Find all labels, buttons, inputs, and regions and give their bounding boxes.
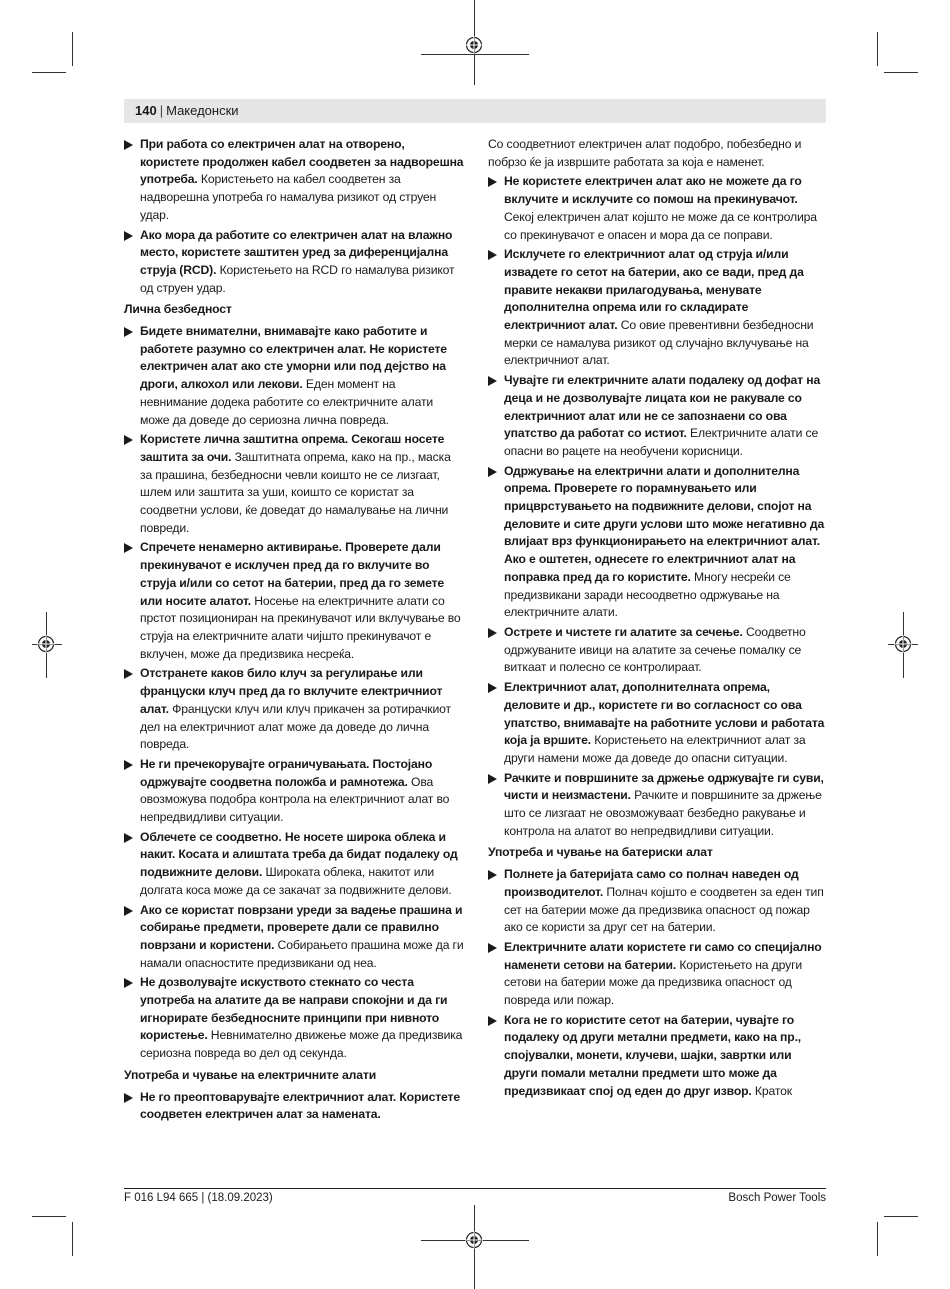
list-item <box>124 1089 464 1124</box>
bullet-arrow-icon <box>124 1093 133 1103</box>
crop-mark <box>32 1216 66 1217</box>
bullet-arrow-icon <box>488 943 497 953</box>
header-separator: | <box>159 103 164 118</box>
item-text: Невнимателно движење може да предизвика сериозна повреда во дел од секунда. <box>140 1028 463 1061</box>
bullet-arrow-icon <box>124 543 133 553</box>
bullet-arrow-icon <box>124 231 133 241</box>
bullet-arrow-icon <box>488 376 497 386</box>
item-text: Користењето на други сетови на батерии може да предизвика опасност од повреда или пожар. <box>504 957 803 1008</box>
list-item <box>488 372 828 461</box>
item-bold-text: Облечете се соодветно. Не носете широка облека и накит. Косата и алиштата треба да бидат подалеку од подвижните делови. <box>140 829 458 880</box>
crop-mark <box>72 32 73 66</box>
item-bold-text: Спречете ненамерно активирање. Проверете дали прекинувачот е исклучен пред да го вклучите во струја и/или со сетот на батерии, пред да го земете или носите алатот. <box>140 540 445 608</box>
battery-tool-list <box>488 866 828 1100</box>
list-item <box>488 1012 828 1101</box>
item-text: Ова овозможува подобра контрола на електричниот алат во непредвидливи ситуации. <box>140 774 450 825</box>
section-heading-personal-safety: Лична безбедност <box>124 302 232 317</box>
item-bold-text: Полнете ја батеријата само со полнач наведен од производителот. <box>504 867 799 899</box>
item-bold-text: Острете и чистете ги алатите за сечење. <box>504 624 743 639</box>
registration-mark-icon <box>37 635 55 653</box>
list-item <box>124 136 464 225</box>
item-bold-text: Не ги пречекорувајте ограничувањата. Постојано одржувајте соодветна положба и рамнотежа. <box>140 756 433 789</box>
item-text: Француски клуч или клуч прикачен за ротирачкиот дел на електричниот алат може да доведе до лична повреда. <box>140 701 451 752</box>
tool-use-list-continued <box>488 173 828 840</box>
item-text: Еден момент на невнимание додека работите со електричните алати може да доведе до сериозна лична повреда. <box>140 377 434 427</box>
list-item <box>124 974 464 1063</box>
list-item <box>124 829 464 900</box>
section-heading-tool-use: Употреба и чување на електричните алати <box>124 1067 377 1082</box>
item-text: Многу несреќи се предизвикани заради несоодветно одржување на електричните алати. <box>504 569 791 620</box>
item-text: Носење на електричните алати со прстот позициониран на прекинувачот или вклучување во струја на електричните алати чијшто прекинувачот е вклучен, може да предизвика несреќа. <box>140 593 461 661</box>
item-bold-text: Користете лична заштитна опрема. Секогаш носете заштита за очи. <box>140 432 445 464</box>
list-item <box>488 939 828 1010</box>
item-bold-text: Кога не го користите сетот на батерии, чувајте го подалеку од други метални предмети, како на пр., спојувалки, монети, клучеви, шајки, завртки или други помали метални предмети што може да предизвикаат спој од еден до друг извор. <box>504 1012 802 1098</box>
list-item <box>488 463 828 622</box>
item-bold-text: Рачките и површините за држење одржувајте ги суви, чисти и неизмастени. <box>504 770 824 803</box>
item-text: Собирањето прашина може да ги намали опасностите предизвикани од неа. <box>140 937 464 970</box>
item-text: Соодветно одржуваните ивици на алатите за сечење помалку се виткаат и полесно се контролираат. <box>504 624 806 675</box>
bullet-arrow-icon <box>488 683 497 693</box>
bullet-arrow-icon <box>488 177 497 187</box>
footer-doc-id: F 016 L94 665 | (18.09.2023) <box>124 1192 273 1204</box>
item-text: Рачките и површините за држење што се лизгаат не овозможуваат безбедно ракување и контрола на алатот во непредвидливи ситуации. <box>504 788 822 838</box>
bullet-arrow-icon <box>124 760 133 770</box>
item-text: Секој електричен алат којшто не може да се контролира со прекинувачот е опасен и мора да се поправи. <box>504 209 817 242</box>
bullet-arrow-icon <box>488 1016 497 1026</box>
item-text: Користењето на кабел соодветен за надворешна употреба го намалува ризикот од струен удар. <box>140 172 437 222</box>
item-bold-text: Не го преоптоварувајте електричниот алат. Користете соодветен електричен алат за намената. <box>140 1089 460 1122</box>
item-text: Краток <box>751 1083 792 1098</box>
crop-mark <box>884 1216 918 1217</box>
footer-rule <box>124 1188 826 1189</box>
list-item <box>124 227 464 298</box>
list-item <box>488 770 828 841</box>
crop-mark <box>72 1222 73 1256</box>
item-text: Широката облека, накитот или долгата коса може да се закачат за подвижните делови. <box>140 865 452 897</box>
list-item <box>124 665 464 754</box>
personal-safety-list <box>124 323 464 1063</box>
crop-mark <box>421 54 529 55</box>
crop-mark <box>877 1222 878 1256</box>
registration-mark-icon <box>465 36 483 54</box>
list-item <box>124 323 464 429</box>
list-item <box>124 756 464 827</box>
item-text: Користењето на електричниот алат за други намени може да доведе до опасни ситуации. <box>504 733 806 765</box>
item-text: Заштитната опрема, како на пр., маска за прашина, безбедносни чевли коишто не се лизгаат, шлем или заштита за уши, коишто се користат за соодветни услови, ќе доведат до намалување на лични повреди. <box>140 449 451 535</box>
list-item <box>124 431 464 537</box>
bullet-arrow-icon <box>488 467 497 477</box>
continuation-text: Со соодветниот електричен алат подобро, побезбедно и побрзо ќе ја извршите работата за која е наменет. <box>488 137 802 169</box>
registration-mark-icon <box>465 1231 483 1249</box>
registration-mark-icon <box>894 635 912 653</box>
right-column <box>488 136 828 1102</box>
bullet-arrow-icon <box>488 774 497 784</box>
intro-list <box>124 136 464 297</box>
bullet-arrow-icon <box>124 906 133 916</box>
list-item <box>488 173 828 244</box>
bullet-arrow-icon <box>124 669 133 679</box>
crop-mark <box>877 32 878 66</box>
item-text: Користењето на RCD го намалува ризикот од струен удар. <box>140 262 455 295</box>
item-bold-text: Бидете внимателни, внимавајте како работите и работете разумно со електричен алат. Не користете електричен алат ако сте уморни или под дејство на дроги, алкохол или лекови. <box>140 324 447 392</box>
bullet-arrow-icon <box>488 628 497 638</box>
bullet-arrow-icon <box>124 833 133 843</box>
list-item <box>488 679 828 768</box>
bullet-arrow-icon <box>124 978 133 988</box>
item-bold-text: Ако мора да работите со електричен алат на влажно место, користете заштитен уред за диференцијална струја (RCD). <box>140 227 453 277</box>
item-bold-text: Ако се користат поврзани уреди за вадење прашина и собирање предмети, проверете дали се правилно поврзани и користени. <box>140 902 463 952</box>
bullet-arrow-icon <box>124 140 133 150</box>
item-bold-text: Чувајте ги електричните алати подалеку од дофат на деца и не дозволувајте лицата кои не ракувале со електричниот алат или не се запознаени со ова упатство да работат со истиот. <box>504 373 821 441</box>
item-bold-text: Одржување на електрични алати и дополнителна опрема. Проверете го порамнувањето или прицврстувањето на подвижните делови, спојот на деловите и сите други услови што може негативно да влијаат врз функционирањето на електричниот алат. Ако е оштетен, однесете го електричниот алат на поправка пред да го користите. <box>504 463 825 584</box>
item-text: Полнач којшто е соодветен за еден тип сет на батерии може да предизвика опасност од пожар ако се користи за друг сет на батерии. <box>504 884 824 935</box>
list-item <box>124 539 464 663</box>
footer-brand: Bosch Power Tools <box>728 1192 826 1204</box>
section-heading-battery-tool: Употреба и чување на батериски алат <box>488 845 713 860</box>
bullet-arrow-icon <box>488 250 497 260</box>
item-text: Електричните алати се опасни во рацете на необучени корисници. <box>504 426 819 458</box>
bullet-arrow-icon <box>124 435 133 445</box>
left-column <box>124 136 464 1126</box>
list-item <box>488 866 828 937</box>
list-item <box>488 246 828 370</box>
page-number: 140 <box>135 103 157 118</box>
tool-use-list <box>124 1089 464 1124</box>
item-bold-text: Не дозволувајте искуството стекнато со честа употреба на алатите да ве направи спокојни и да ги игнорирате безбедносните принципи при нивното користење. <box>140 975 448 1043</box>
item-bold-text: Отстранете каков било клуч за регулирање или француски клуч пред да го вклучите електричниот алат. <box>140 666 443 716</box>
item-bold-text: При работа со електричен алат на отворено, користете продолжен кабел соодветен за надворешна употреба. <box>140 137 464 187</box>
item-text: Со овие превентивни безбедносни мерки се намалува ризикот од случајно вклучување на електричниот алат. <box>504 318 814 368</box>
item-bold-text: Исклучете го електричниот алат од струја и/или извадете го сетот на батерии, ако се вади, пред да правите некакви прилагодувања, менувате дополнителна опрема или го складирате електричниот алат. <box>504 247 804 333</box>
bullet-arrow-icon <box>124 327 133 337</box>
list-item <box>488 624 828 677</box>
item-bold-text: Електричниот алат, дополнителната опрема, деловите и др., користете ги во согласност со ова упатство, внимавајте на работните услови и работата која ја вршите. <box>504 680 825 748</box>
page-header <box>135 103 239 119</box>
crop-mark <box>884 72 918 73</box>
list-item <box>124 902 464 973</box>
item-bold-text: Не користете електричен алат ако не можете да го вклучите и исклучите со помош на прекинувачот. <box>504 174 802 207</box>
crop-mark <box>32 72 66 73</box>
bullet-arrow-icon <box>488 870 497 880</box>
item-bold-text: Електричните алати користете ги само со специјално наменети сетови на батерии. <box>504 939 822 972</box>
header-language: Македонски <box>166 103 239 118</box>
